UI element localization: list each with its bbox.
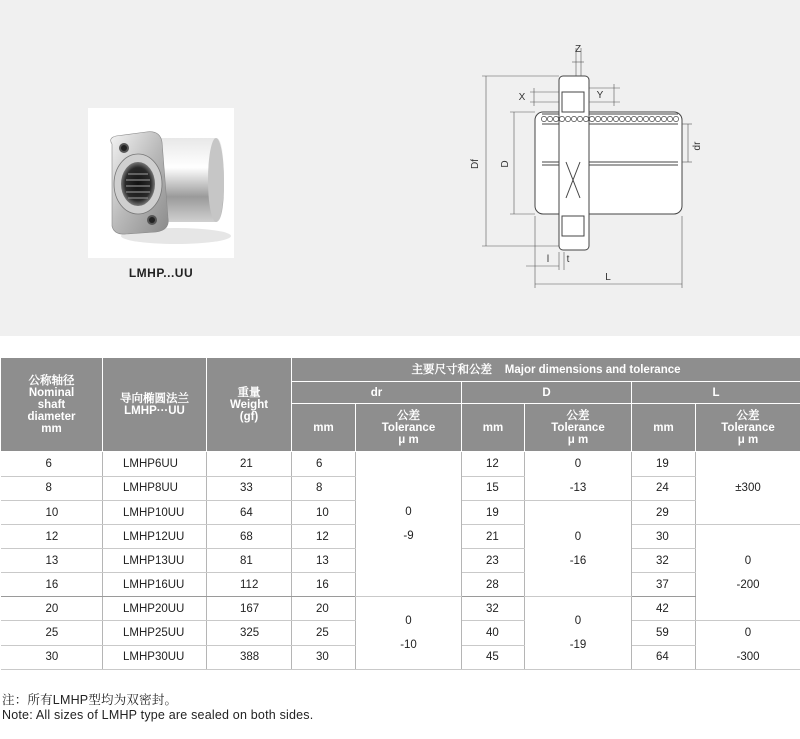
cell-model: LMHP30UU bbox=[103, 645, 207, 670]
technical-drawing-svg bbox=[460, 40, 730, 300]
cell-weight: 325 bbox=[207, 621, 292, 646]
header-D-tolerance: 公差 Tolerance μ m bbox=[525, 404, 632, 452]
cell-model: LMHP6UU bbox=[103, 452, 207, 477]
cell-D: 45 bbox=[462, 645, 525, 670]
label-z: Z bbox=[574, 44, 582, 55]
table-row bbox=[1, 452, 800, 477]
cell-D: 21 bbox=[462, 525, 525, 549]
cell-model: LMHP25UU bbox=[103, 621, 207, 646]
label-df: Df bbox=[470, 159, 481, 169]
cell-size: 6 bbox=[1, 452, 103, 477]
cell-dr: 30 bbox=[292, 645, 356, 670]
header-D: D bbox=[462, 382, 632, 404]
header-dr-mm: mm bbox=[292, 404, 356, 452]
header-dr: dr bbox=[292, 382, 462, 404]
cell-dr: 16 bbox=[292, 573, 356, 597]
cell-weight: 68 bbox=[207, 525, 292, 549]
header-L-mm: mm bbox=[632, 404, 696, 452]
cell-size: 30 bbox=[1, 645, 103, 670]
cell-dr: 13 bbox=[292, 549, 356, 573]
cell-L: 42 bbox=[632, 597, 696, 621]
header-L: L bbox=[632, 382, 800, 404]
label-t: t bbox=[566, 254, 570, 265]
cell-dr: 10 bbox=[292, 501, 356, 525]
cell-L: 32 bbox=[632, 549, 696, 573]
dimension-table bbox=[0, 357, 800, 670]
cell-D: 32 bbox=[462, 597, 525, 621]
cell-D: 40 bbox=[462, 621, 525, 646]
cell-weight: 388 bbox=[207, 645, 292, 670]
cell-size: 20 bbox=[1, 597, 103, 621]
cell-D-tolerance: 0 -13 bbox=[525, 452, 632, 501]
cell-dr: 8 bbox=[292, 476, 356, 501]
cell-size: 10 bbox=[1, 501, 103, 525]
cell-size: 16 bbox=[1, 573, 103, 597]
header-D-mm: mm bbox=[462, 404, 525, 452]
cell-model: LMHP12UU bbox=[103, 525, 207, 549]
cell-dr: 25 bbox=[292, 621, 356, 646]
cell-L: 59 bbox=[632, 621, 696, 646]
cell-model: LMHP8UU bbox=[103, 476, 207, 501]
cell-L: 64 bbox=[632, 645, 696, 670]
cell-model: LMHP13UU bbox=[103, 549, 207, 573]
header-nominal-diameter: 公称轴径 Nominal shaft diameter mm bbox=[1, 358, 103, 452]
label-x: X bbox=[518, 92, 526, 103]
product-caption: LMHP...UU bbox=[128, 266, 194, 280]
cell-L-tolerance: 0 -300 bbox=[696, 621, 800, 670]
cell-dr: 6 bbox=[292, 452, 356, 477]
table-row bbox=[1, 597, 800, 621]
cell-dr-tolerance: 0 -10 bbox=[356, 597, 462, 670]
label-dr: dr bbox=[692, 141, 703, 151]
cell-model: LMHP16UU bbox=[103, 573, 207, 597]
cell-D: 23 bbox=[462, 549, 525, 573]
cell-D: 12 bbox=[462, 452, 525, 477]
cell-size: 13 bbox=[1, 549, 103, 573]
cell-weight: 33 bbox=[207, 476, 292, 501]
header-weight: 重量 Weight (gf) bbox=[207, 358, 292, 452]
cell-model: LMHP20UU bbox=[103, 597, 207, 621]
cell-weight: 64 bbox=[207, 501, 292, 525]
header-major-dimensions: 主要尺寸和公差 Major dimensions and tolerance bbox=[292, 358, 800, 382]
cell-L-tolerance: 0 -200 bbox=[696, 525, 800, 621]
dimension-drawing bbox=[460, 40, 730, 305]
cell-L: 24 bbox=[632, 476, 696, 501]
cell-size: 8 bbox=[1, 476, 103, 501]
cell-L: 29 bbox=[632, 501, 696, 525]
cell-weight: 81 bbox=[207, 549, 292, 573]
cell-dr-tolerance: 0 -9 bbox=[356, 452, 462, 597]
cell-size: 25 bbox=[1, 621, 103, 646]
cell-weight: 167 bbox=[207, 597, 292, 621]
label-l-small: l bbox=[546, 254, 550, 265]
cell-L: 37 bbox=[632, 573, 696, 597]
cell-D: 15 bbox=[462, 476, 525, 501]
product-photo bbox=[88, 108, 234, 258]
cell-dr: 12 bbox=[292, 525, 356, 549]
flanged-bearing-photo bbox=[88, 108, 234, 258]
note-english: Note: All sizes of LMHP type are sealed on both sides. bbox=[2, 708, 314, 722]
label-d: D bbox=[500, 160, 511, 168]
cell-weight: 112 bbox=[207, 573, 292, 597]
label-length: L bbox=[605, 272, 611, 283]
cell-D-tolerance: 0 -19 bbox=[525, 597, 632, 670]
cell-weight: 21 bbox=[207, 452, 292, 477]
cell-L: 30 bbox=[632, 525, 696, 549]
header-dr-tolerance: 公差 Tolerance μ m bbox=[356, 404, 462, 452]
cell-model: LMHP10UU bbox=[103, 501, 207, 525]
cell-L: 19 bbox=[632, 452, 696, 477]
cell-D-tolerance: 0 -16 bbox=[525, 501, 632, 597]
cell-dr: 20 bbox=[292, 597, 356, 621]
label-y: Y bbox=[596, 90, 604, 101]
cell-D: 19 bbox=[462, 501, 525, 525]
note-chinese: 注：所有LMHP型均为双密封。 bbox=[2, 693, 178, 707]
header-L-tolerance: 公差 Tolerance μ m bbox=[696, 404, 800, 452]
cell-L-tolerance: ±300 bbox=[696, 452, 800, 525]
header-model: 导向椭圆法兰 LMHP···UU bbox=[103, 358, 207, 452]
cell-size: 12 bbox=[1, 525, 103, 549]
cell-D: 28 bbox=[462, 573, 525, 597]
